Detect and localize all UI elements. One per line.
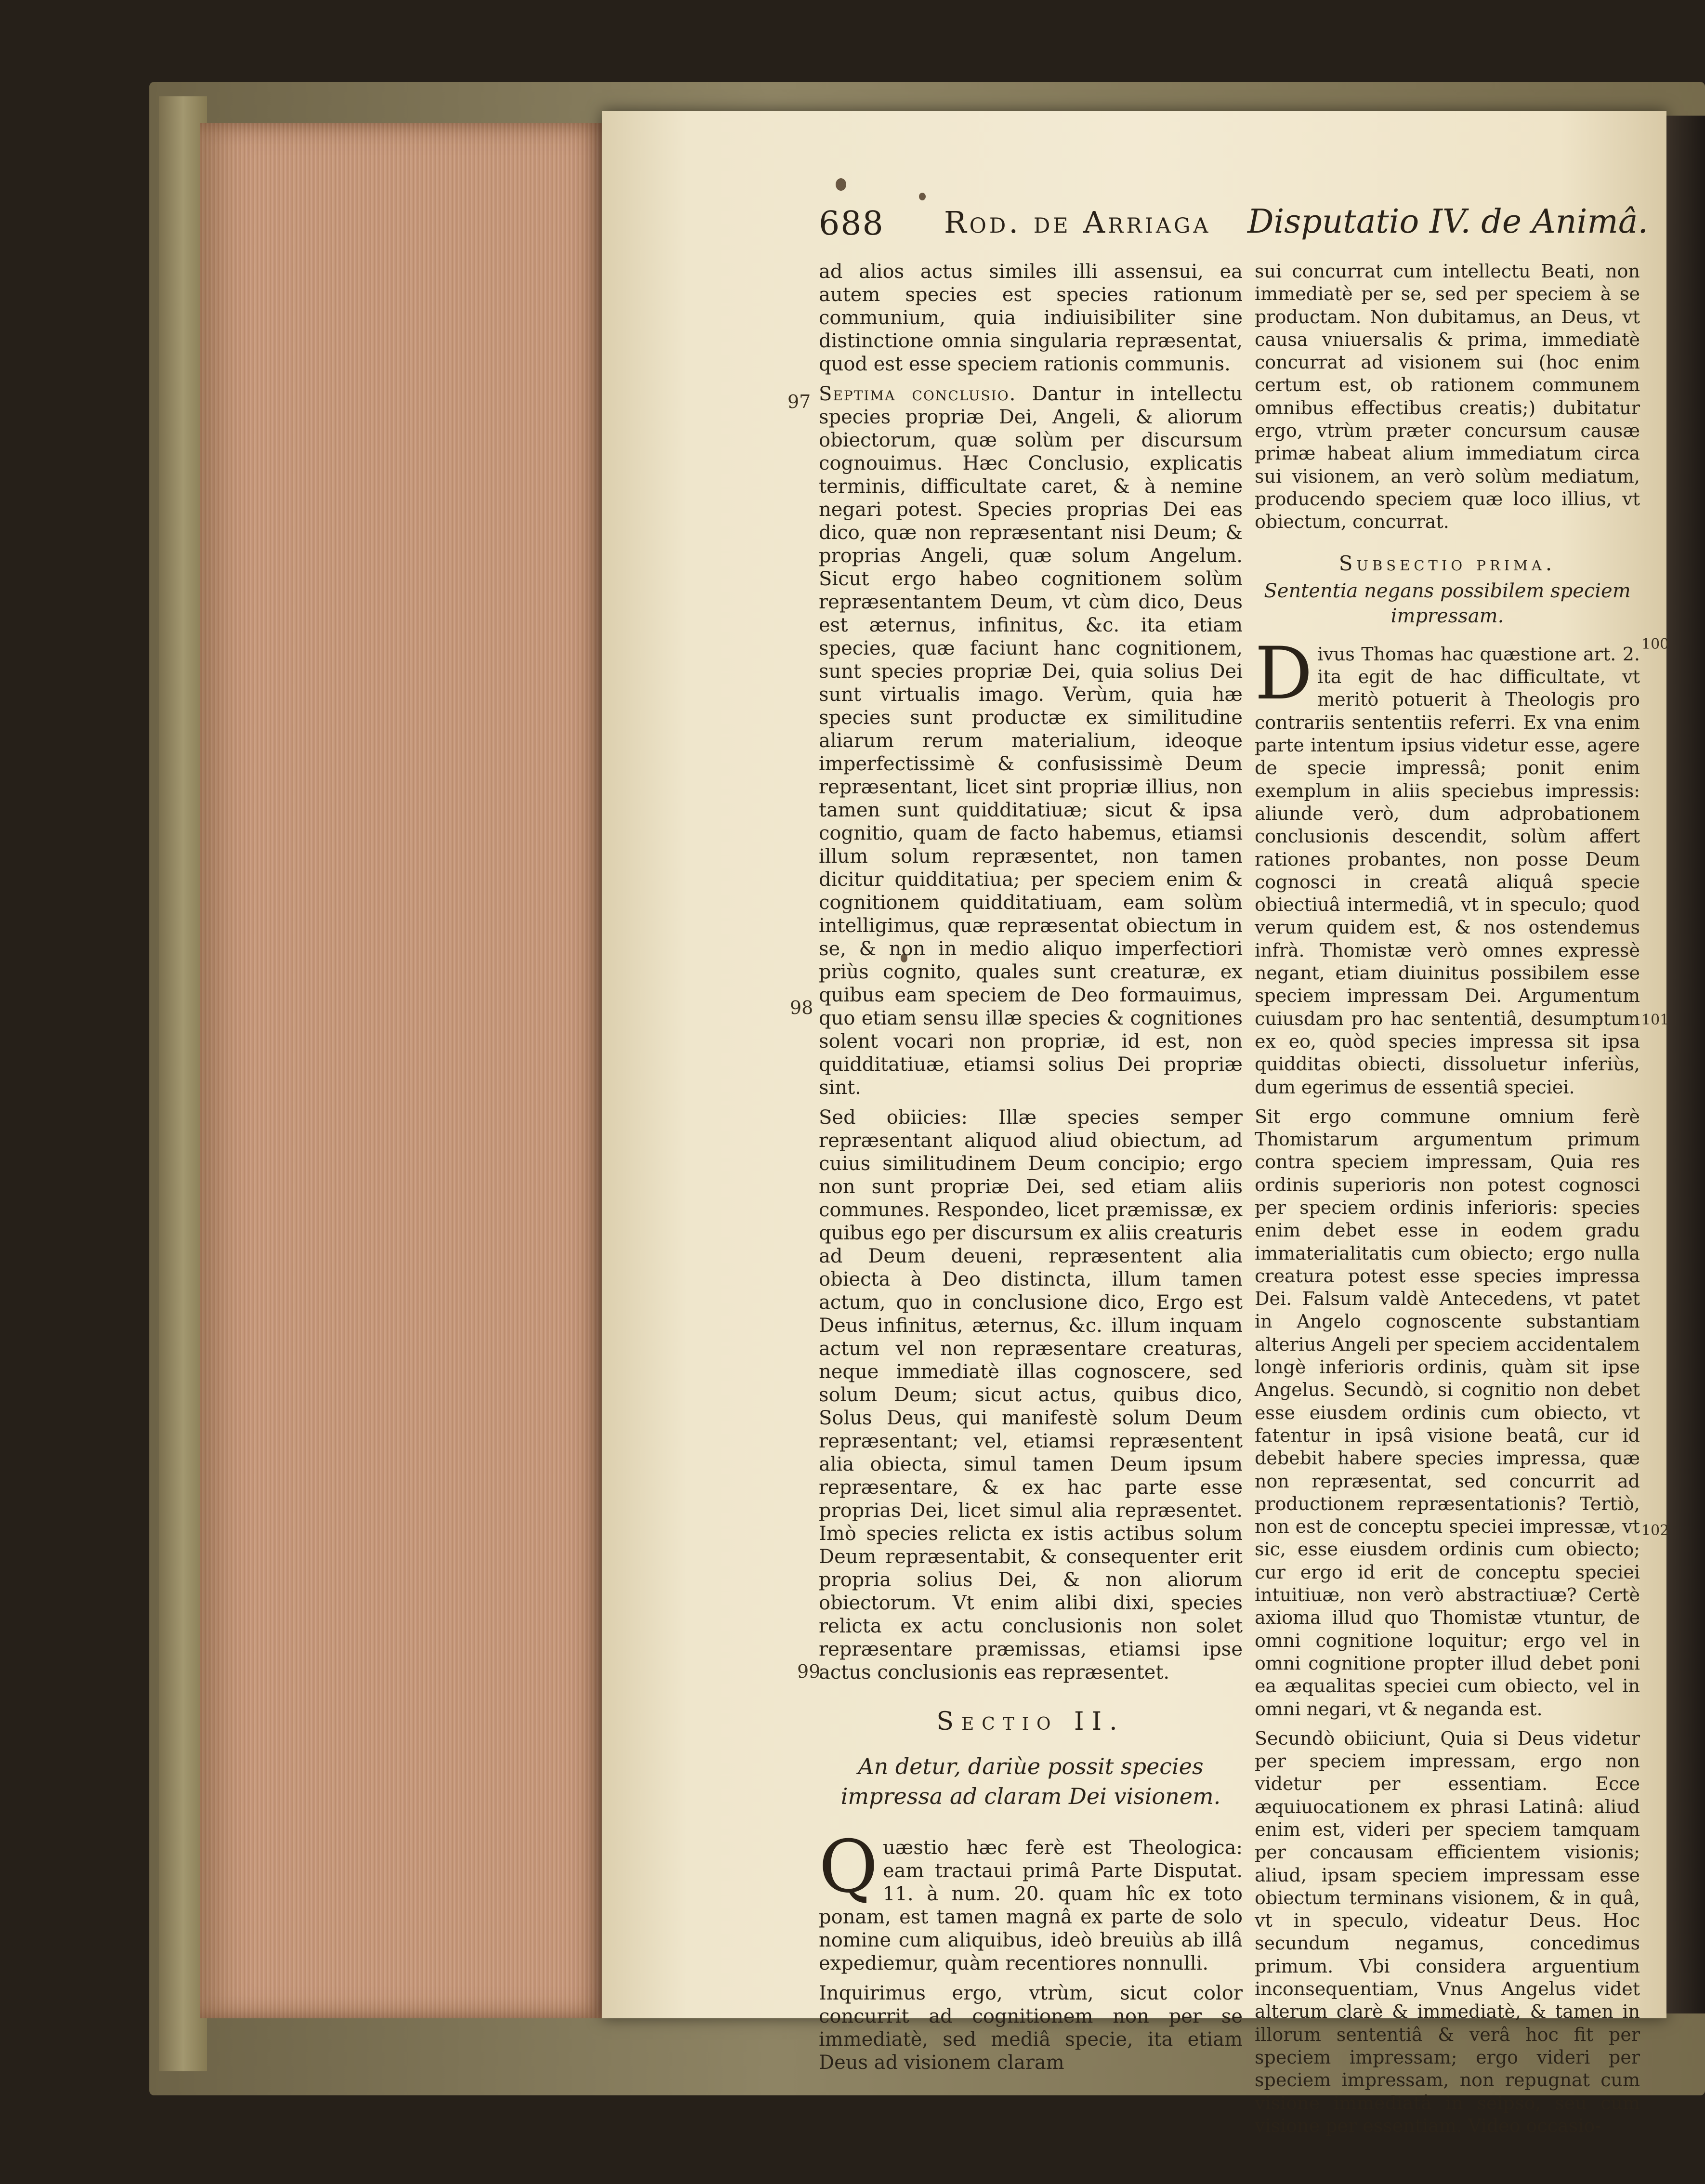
paragraph-text: uæstio hæc ferè est Theologica: eam tractaui primâ Parte Disputat. 11. à num. 20. quam hîc ex toto ponam, est tamen magnâ ex parte de solo nomine cum aliquibus, ideò breuiùs ab illâ expediemur, quàm recentiores nonnulli. [819, 1837, 1243, 1974]
paragraph: Inquirimus ergo, vtrùm, sicut color concurrit ad cognitionem non per se immediatè, sed mediâ specie, ita etiam Deus ad visionem claram [819, 1982, 1243, 2074]
ink-spot [836, 178, 846, 191]
right-page-edge [1666, 116, 1705, 2013]
paragraph-text: Dantur in intellectu species propriæ Dei, Angeli, & aliorum obiectorum, quæ solùm per discursum cognouimus. Hæc Conclusio, explicatis terminis, difficultate caret, & à nemine negari potest. Species proprias Dei eas dico, quæ non repræsentant nisi Deum; & proprias Angeli, quæ solum Angelum. Sicut ergo habeo cognitionem solùm repræsentantem Deum, vt cùm dico, Deus est æternus, infinitus, &c. ita etiam species, quæ faciunt hanc cognitionem, sunt species propriæ Dei, quia solius Dei sunt virtualis imago. Verùm, quia hæ species sunt productæ ex similitudine aliarum rerum materialium, ideoque imperfectissimè & confusissimè Deum repræsentant, licet sint propriæ illius, non tamen sunt quidditatiuæ; sicut & ipsa cognitio, quam de facto habemus, etiamsi illum solum repræsentet, non tamen dicitur quidditatiua; per speciem enim & cognitionem quidditatiuam, eam solùm intelligimus, quæ repræsentat obiectum in se, & non in medio aliquo imperfectiori priùs cognito, quales sunt creaturæ, ex quibus eam speciem de Deo formauimus, quo etiam sensu illæ species & cognitiones solent vocari non propriæ, id est, non quidditatiuæ, etiamsi solius Dei propriæ sint. [819, 383, 1243, 1099]
paragraph [819, 382, 1243, 1099]
running-head [819, 205, 1666, 263]
paragraph: sui concurrat cum intellectu Beati, non immediatè per se, sed per speciem à se productam. Non dubitamus, an Deus, vt causa vniuersalis & prima, immediatè concurrat ad visionem sui (hoc enim certum est, ob rationem communem omnibus effectibus creatis;) dubitatur ergo, vtrùm præter concursum causæ primæ habeat alium immediatum circa sui visionem, an verò solùm mediatum, producendo speciem quæ loco illius, vt obiectum, concurrat. [1255, 261, 1640, 533]
margin-number: 101 [1641, 1012, 1669, 1028]
drop-cap: D [1255, 632, 1313, 716]
running-title: Disputatio IV. de Animâ. [1247, 203, 1648, 241]
paragraph-text: ivus Thomas hac quæstione art. 2. ita egit de hac difficultate, vt meritò potuerit à Theologis pro contrariis sententiis referri. Ex vna enim parte intentum ipsius videtur esse, agere de specie impressâ; ponit enim exemplum in aliis speciebus impressis: aliunde verò, dum adprobationem conclusionis descendit, solùm affert rationes probantes, non posse Deum cognosci in creatâ aliquâ specie obiectiuâ intermediâ, vt in speculo; quod verum quidem est, & nos ostendemus infrà. Thomistæ verò omnes expressè negant, etiam diuinitus possibilem esse speciem impressam Dei. Argumentum cuiusdam pro hac sententiâ, desumptum ex eo, quòd species impressa sit ipsa quidditas obiecti, dissoluetur inferiùs, dum egerimus de essentiâ speciei. [1255, 643, 1640, 1098]
paragraph: Secundò obiiciunt, Quia si Deus videtur per speciem impressam, ergo non videtur per essentiam. Ecce æquiuocationem ex phrasi Latinâ: aliud enim est, videri per speciem tamquam per concausam efficientem visionis; aliud, ipsam speciem impressam esse obiectum terminans visionem, & in quâ, vt in speculo, videatur Deus. Hoc secundum negamus, concedimus primum. Vbi considera arguentium inconsequentiam, Vnus Angelus videt alterum clarè & immediatè, & tamen in illorum sententiâ & verâ hoc fit per speciem impressam; ergo videri per speciem impressam, non repugnat cum visione immediatâ in seipso, seu cum visione per essentiam. Video occasio- [1255, 1727, 1640, 2136]
page-number: 688 [819, 205, 884, 243]
margin-number: 99 [797, 1661, 821, 1682]
paragraph: Sed obiicies: Illæ species semper repræsentant aliquod aliud obiectum, ad cuius similitudinem Deum concipio; ergo non sunt propriæ Dei, sed etiam aliis communes. Respondeo, licet præmissæ, ex quibus ego per discursum ex aliis creaturis ad Deum deueni, repræsentent alia obiecta à Deo distincta, illum tamen actum, quo in conclusione dico, Ergo est Deus infinitus, æternus, &c. illum inquam actum vel non repræsentare creaturas, neque immediatè illas cognoscere, sed solum Deum; sicut actus, quibus dico, Solus Deus, qui manifestè solum Deum repræsentant; vel, etiamsi repræsentent alia obiecta, simul tamen Deum ipsum repræsentare, & ex hac parte esse proprias Dei, licet simul alia repræsentet. Imò species relicta ex istis actibus solum Deum repræsentabit, & consequenter erit propria solius Dei, & non aliorum obiectorum. Vt enim alibi dixi, species relicta ex actu conclusionis non solet repræsentare præmissas, etiamsi ipse actus conclusionis eas repræsentet. [819, 1106, 1243, 1684]
section-heading: Sectio II. [936, 1707, 1125, 1736]
section-subtitle: An detur, dariùe possit species impressa ad claram Dei visionem. [840, 1753, 1221, 1809]
paragraph: Sit ergo commune omnium ferè Thomistarum argumentum primum contra speciem impressam, Quia res ordinis superioris non potest cognosci per speciem ordinis inferioris: species enim debet esse in eodem gradu immaterialitatis cum obiecto; ergo nulla creatura potest esse species impressa Dei. Falsum valdè Antecedens, vt patet in Angelo cognoscente substantiam alterius Angeli per speciem accidentalem longè inferioris ordinis, quàm sit ipse Angelus. Secundò, si cognitio non debet esse eiusdem ordinis cum obiecto, vt fatentur in ipsâ visione beatâ, cur id debebit habere species impressa, quæ non repræsentat, sed concurrit ad productionem repræsentationis? Tertiò, non est de conceptu speciei impressæ, vt sic, esse eiusdem ordinis cum obiecto; cur ergo id erit de conceptu speciei intuitiuæ, non verò abstractiuæ? Certè axioma illud quo Thomistæ vtuntur, de omni cognitione loquitur; ergo vel in omni cognitione propter illud debet poni ea æqualitas speciei cum obiecto, vel in omni negari, vt & neganda est. [1255, 1105, 1640, 1720]
margin-number: 102 [1641, 1522, 1669, 1539]
paragraph [819, 1825, 1243, 1975]
fore-edge [200, 123, 604, 2018]
subsection-heading: Subsectio prima. [1338, 551, 1556, 575]
paragraph [1255, 632, 1640, 1099]
left-column [819, 260, 1243, 2074]
right-column [1255, 260, 1640, 2137]
conclusion-label: Septima conclusio. [819, 383, 1017, 405]
subsection-subtitle: Sententia negans possibilem speciem impressam. [1264, 579, 1631, 627]
margin-number: 100 [1641, 636, 1669, 653]
drop-cap: Q [819, 1825, 878, 1909]
margin-number: 98 [790, 997, 813, 1018]
running-author: Rod. de Arriaga [944, 205, 1211, 240]
paragraph: ad alios actus similes illi assensui, ea autem species est species rationum communium, quia indiuisibiliter sine distinctione omnia singularia repræsentat, quod est esse speciem rationis communis. [819, 261, 1243, 375]
ink-spot [919, 193, 926, 200]
margin-number: 97 [787, 391, 811, 412]
